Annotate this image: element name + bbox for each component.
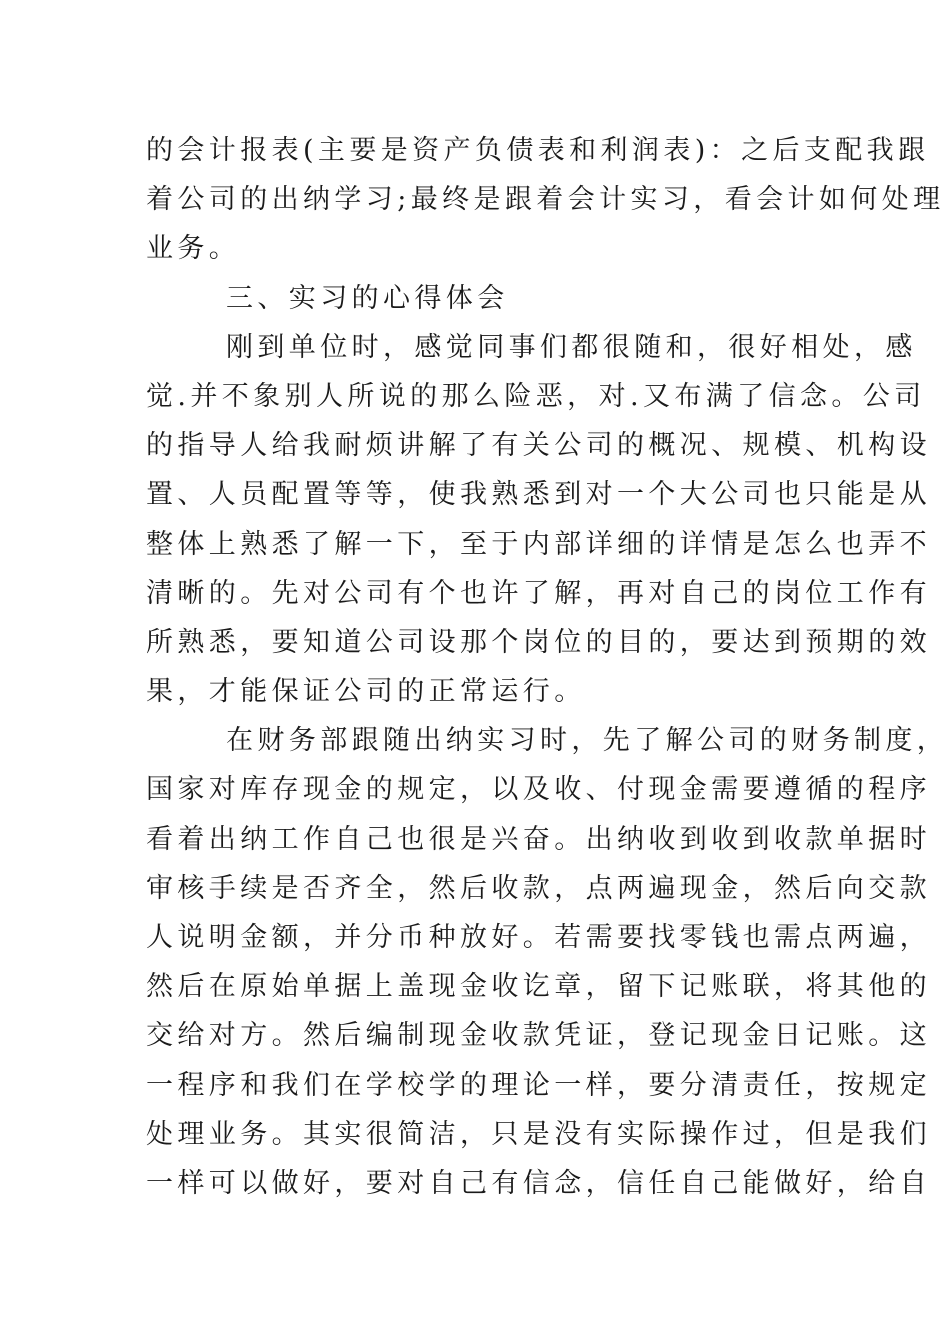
text-line: 的指导人给我耐烦讲解了有关公司的概况、规模、机构设 [146,430,931,462]
text-line: 交给对方。然后编制现金收款凭证，登记现金日记账。这 [146,1020,931,1052]
text-line: 刚到单位时，感觉同事们都很随和，很好相处，感 [226,331,917,363]
text-line: 业务。 [146,233,241,265]
text-line: 整体上熟悉了解一下，至于内部详细的详情是怎么也弄不 [146,528,931,560]
text-line: 然后在原始单据上盖现金收讫章，留下记账联，将其他的 [146,971,931,1003]
text-line: 置、人员配置等等，使我熟悉到对一个大公司也只能是从 [146,479,931,511]
text-line: 一程序和我们在学校学的理论一样，要分清责任，按规定 [146,1069,931,1101]
text-line: 觉.并不象别人所说的那么险恶，对.又布满了信念。公司 [146,380,926,412]
text-line: 清晰的。先对公司有个也许了解，再对自己的岗位工作有 [146,577,931,609]
text-line: 的会计报表(主要是资产负债表和利润表)：之后支配我跟 [146,135,930,166]
document-body [146,126,949,1208]
text-line: 看着出纳工作自己也很是兴奋。出纳收到收到收款单据时 [146,823,931,855]
section-heading: 三、实习的心得体会 [226,282,509,314]
text-line: 在财务部跟随出纳实习时，先了解公司的财务制度， [226,725,949,757]
text-line: 国家对库存现金的规定，以及收、付现金需要遵循的程序 [146,774,931,806]
text-line: 处理业务。其实很简洁，只是没有实际操作过，但是我们 [146,1118,931,1150]
text-line: 人说明金额，并分币种放好。若需要找零钱也需点两遍， [146,922,931,953]
text-line: 审核手续是否齐全，然后收款，点两遍现金，然后向交款 [146,872,931,904]
text-line: 所熟悉，要知道公司设那个岗位的目的，要达到预期的效 [146,626,931,658]
text-line: 着公司的出纳学习;最终是跟着会计实习，看会计如何处理 [146,184,945,216]
text-line: 果，才能保证公司的正常运行。 [146,676,586,708]
text-line: 一样可以做好，要对自己有信念，信任自己能做好，给自 [146,1167,931,1199]
